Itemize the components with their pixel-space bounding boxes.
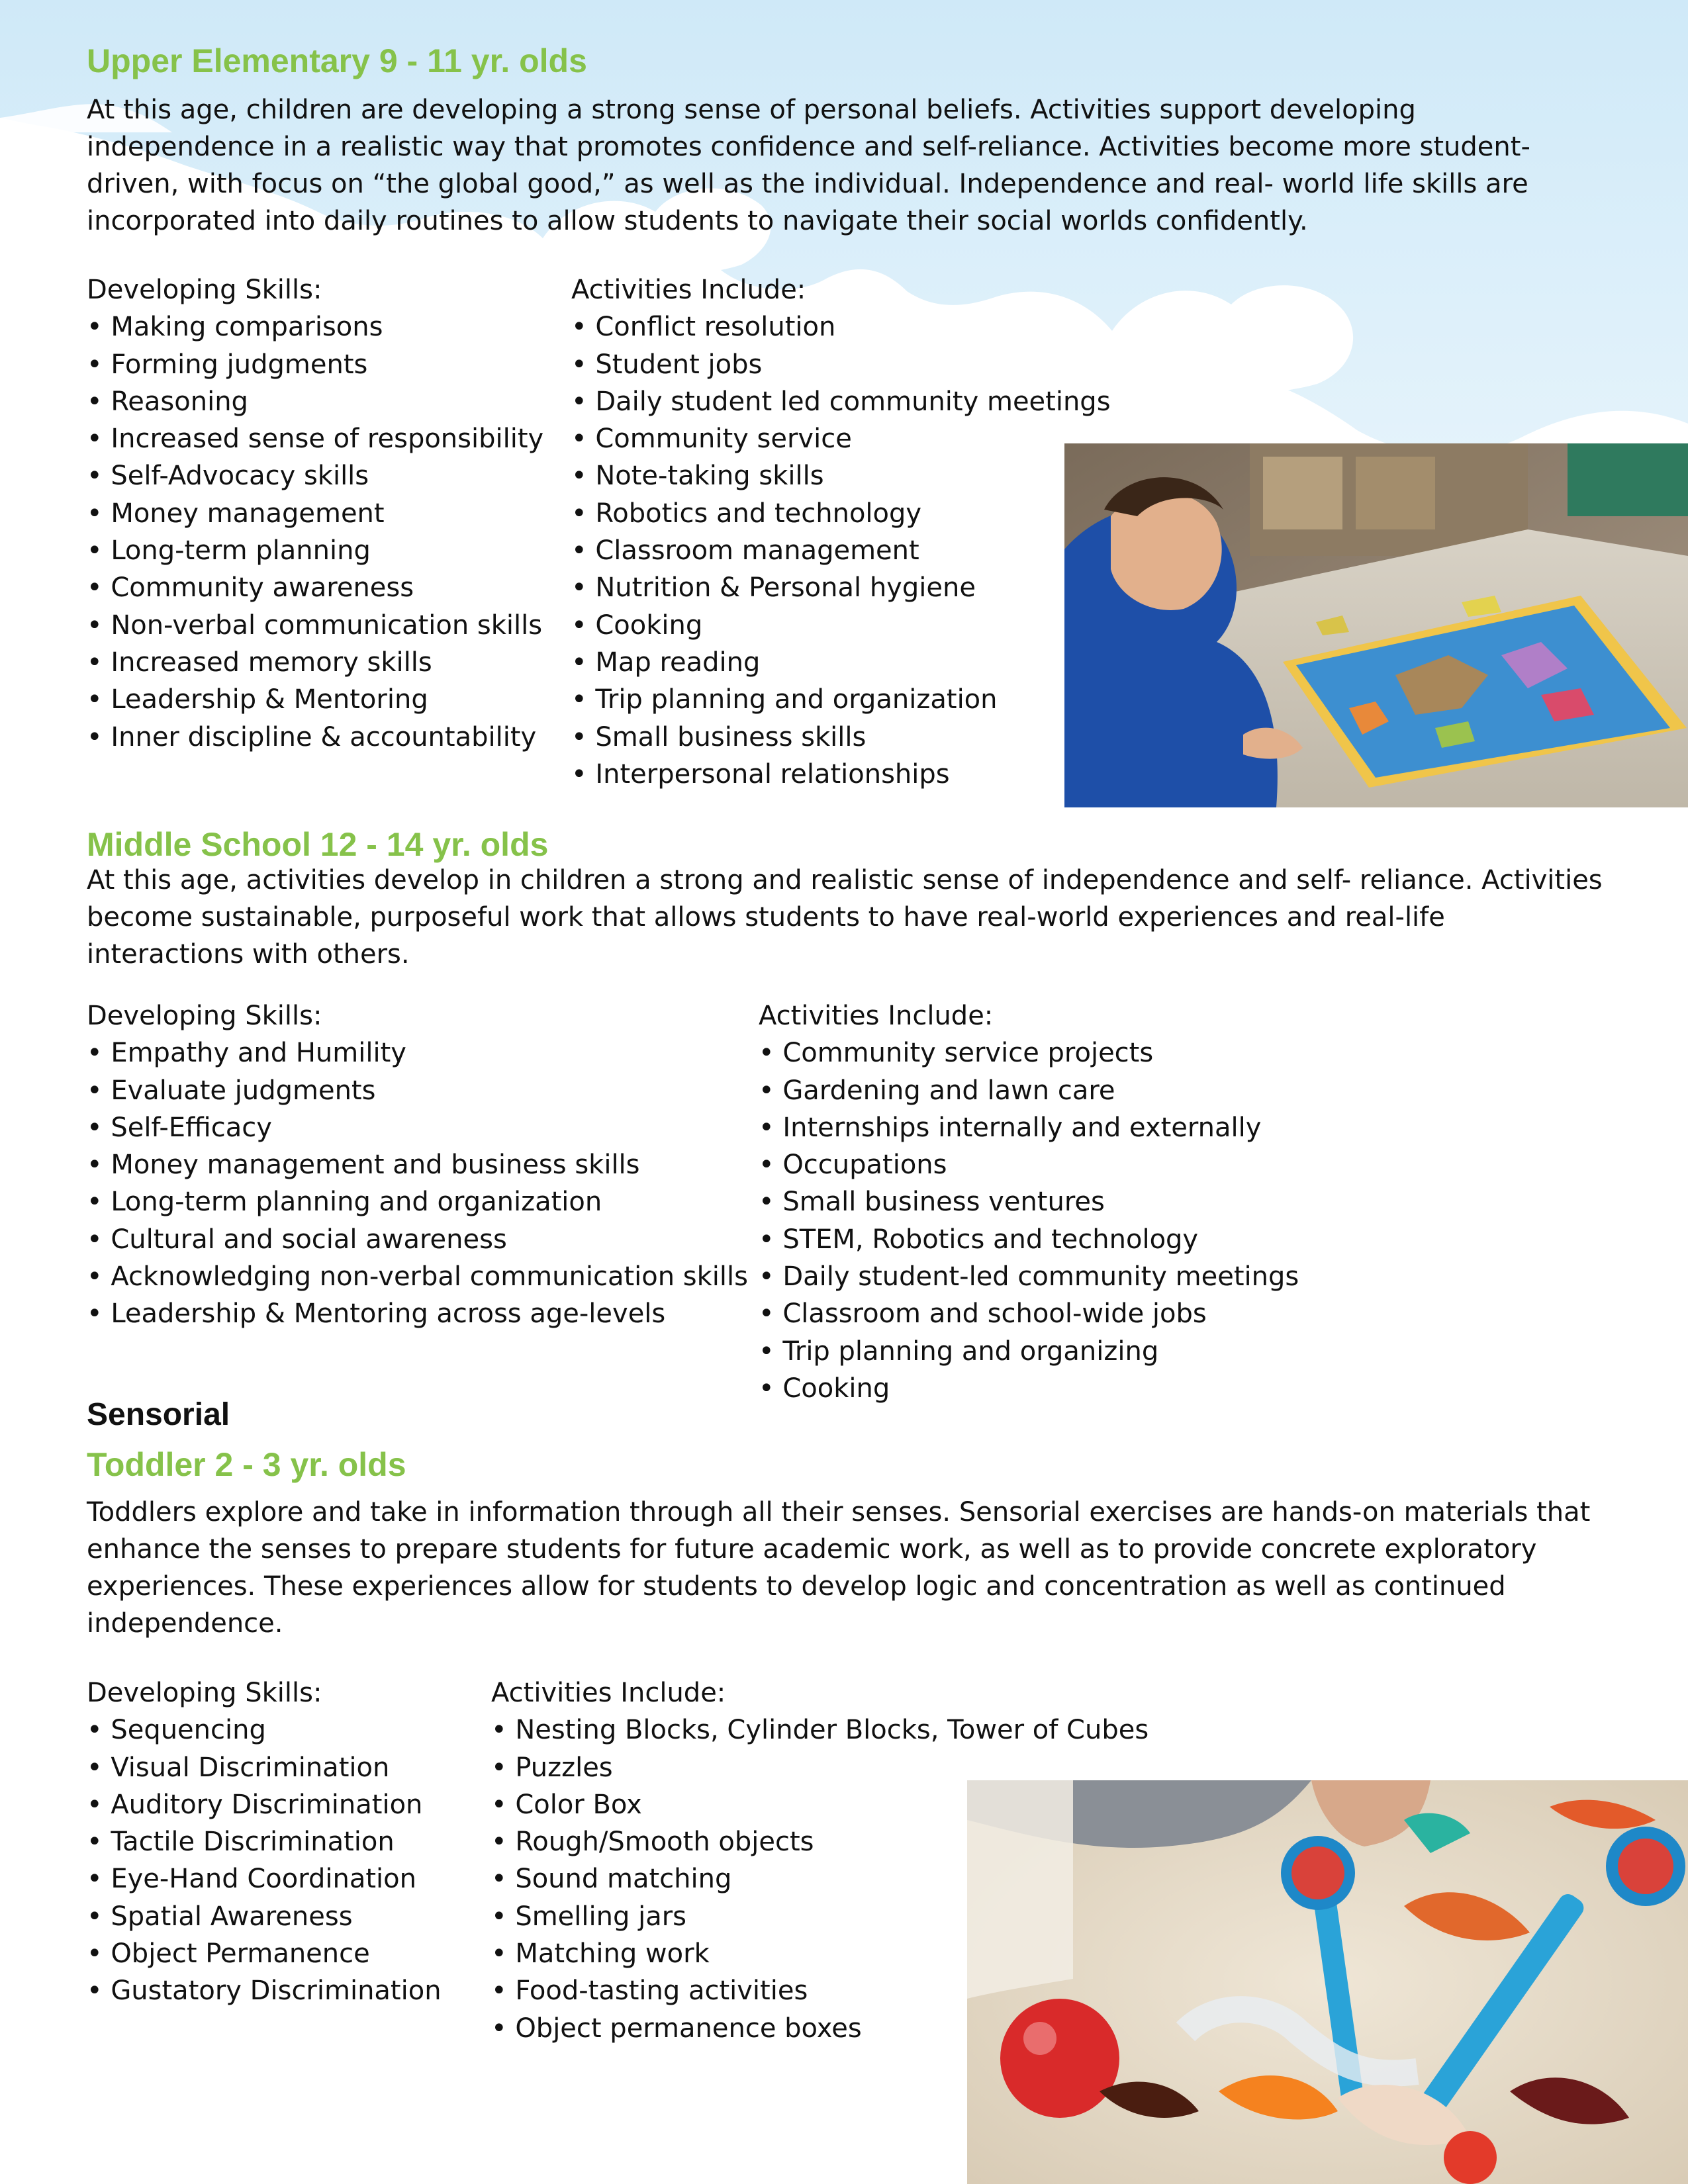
paragraph-line: independence in a realistic way that promotes confidence and self-reliance. Activities become more student-	[87, 132, 1530, 162]
list-item: • Reasoning	[87, 383, 563, 420]
photo-map-puzzle	[1064, 443, 1688, 807]
list-item: • Internships internally and externally	[759, 1109, 1421, 1146]
list-item: • Classroom and school-wide jobs	[759, 1295, 1421, 1332]
list-item: • Cultural and social awareness	[87, 1221, 749, 1258]
list-item: • Community service projects	[759, 1034, 1421, 1071]
list-item: • Matching work	[491, 1935, 1219, 1972]
middle-school-paragraph	[87, 862, 1649, 973]
list-item: • Occupations	[759, 1146, 1421, 1183]
list-item: • Color Box	[491, 1786, 1219, 1823]
list-item: • Auditory Discrimination	[87, 1786, 484, 1823]
list-item: • Food-tasting activities	[491, 1972, 1219, 2009]
list-item: • Daily student led community meetings	[571, 383, 1114, 420]
list-item: • Tactile Discrimination	[87, 1823, 484, 1860]
activities-label: Activities Include:	[759, 1001, 994, 1031]
list-item: • Increased sense of responsibility	[87, 420, 563, 457]
paragraph-line: incorporated into daily routines to allow students to navigate their social worlds confidently.	[87, 206, 1308, 236]
paragraph-line: enhance the senses to prepare students for future academic work, as well as to provide concrete exploratory	[87, 1534, 1537, 1565]
list-item: • Nutrition & Personal hygiene	[571, 569, 1114, 606]
activities-label: Activities Include:	[491, 1678, 726, 1708]
skills-label: Developing Skills:	[87, 275, 322, 305]
upper-elementary-heading: Upper Elementary 9 - 11 yr. olds	[87, 42, 587, 79]
list-item: • Acknowledging non-verbal communication skills	[87, 1258, 749, 1295]
paragraph-line: experiences. These experiences allow for students to develop logic and concentration as well as continued	[87, 1571, 1506, 1602]
list-item: • Sequencing	[87, 1711, 484, 1749]
skills-label: Developing Skills:	[87, 1678, 322, 1708]
list-item: • Eye-Hand Coordination	[87, 1860, 484, 1897]
list-item: • Making comparisons	[87, 308, 563, 345]
list-item: • Empathy and Humility	[87, 1034, 749, 1071]
toddler-skills	[87, 1674, 484, 2010]
list-item: • Small business ventures	[759, 1183, 1421, 1220]
paragraph-line: Toddlers explore and take in information through all their senses. Sensorial exercises are hands-on materials that	[87, 1497, 1591, 1527]
list-item: • Conflict resolution	[571, 308, 1114, 345]
list-item: • Smelling jars	[491, 1898, 1219, 1935]
list-item: • Non-verbal communication skills	[87, 607, 563, 644]
list-item: • Inner discipline & accountability	[87, 719, 563, 756]
paragraph-line: At this age, children are developing a strong sense of personal beliefs. Activities support developing	[87, 95, 1416, 125]
middle-school-skills	[87, 997, 749, 1333]
paragraph-line: become sustainable, purposeful work that allows students to have real-world experiences and real-life	[87, 902, 1445, 933]
list-item: • Rough/Smooth objects	[491, 1823, 1219, 1860]
list-item: • Trip planning and organizing	[759, 1333, 1421, 1370]
toddler-heading: Toddler 2 - 3 yr. olds	[87, 1446, 406, 1483]
paragraph-line: interactions with others.	[87, 939, 410, 970]
list-item: • Self-Efficacy	[87, 1109, 749, 1146]
list-item: • Object Permanence	[87, 1935, 484, 1972]
toddler-paragraph	[87, 1494, 1649, 1642]
paragraph-line: independence.	[87, 1608, 283, 1639]
list-item: • Long-term planning and organization	[87, 1183, 749, 1220]
list-item: • Evaluate judgments	[87, 1072, 749, 1109]
list-item: • Community awareness	[87, 569, 563, 606]
paragraph-line: driven, with focus on “the global good,” as well as the individual. Independence and real- world life skills are	[87, 169, 1528, 199]
paragraph-line: At this age, activities develop in children a strong and realistic sense of independence and self- reliance. Activities	[87, 865, 1603, 895]
upper-elementary-skills	[87, 271, 563, 756]
list-item: • Small business skills	[571, 719, 1114, 756]
list-item: • Nesting Blocks, Cylinder Blocks, Tower of Cubes	[491, 1711, 1219, 1749]
list-item: • Daily student-led community meetings	[759, 1258, 1421, 1295]
list-item: • Gustatory Discrimination	[87, 1972, 484, 2009]
list-item: • Community service	[571, 420, 1114, 457]
list-item: • Money management and business skills	[87, 1146, 749, 1183]
middle-school-heading: Middle School 12 - 14 yr. olds	[87, 826, 549, 863]
list-item: • Student jobs	[571, 346, 1114, 383]
upper-elementary-activities	[571, 271, 1114, 793]
list-item: • Map reading	[571, 644, 1114, 681]
list-item: • Note-taking skills	[571, 457, 1114, 494]
list-item: • Interpersonal relationships	[571, 756, 1114, 793]
list-item: • Spatial Awareness	[87, 1898, 484, 1935]
list-item: • Object permanence boxes	[491, 2010, 1219, 2047]
list-item: • Long-term planning	[87, 532, 563, 569]
list-item: • STEM, Robotics and technology	[759, 1221, 1421, 1258]
list-item: • Leadership & Mentoring	[87, 681, 563, 718]
list-item: • Leadership & Mentoring across age-levels	[87, 1295, 749, 1332]
list-item: • Self-Advocacy skills	[87, 457, 563, 494]
list-item: • Gardening and lawn care	[759, 1072, 1421, 1109]
list-item: • Cooking	[759, 1370, 1421, 1407]
list-item: • Increased memory skills	[87, 644, 563, 681]
photo-sensory-bin	[967, 1780, 1688, 2184]
list-item: • Visual Discrimination	[87, 1749, 484, 1786]
list-item: • Cooking	[571, 607, 1114, 644]
upper-elementary-paragraph	[87, 91, 1609, 240]
list-item: • Classroom management	[571, 532, 1114, 569]
skills-label: Developing Skills:	[87, 1001, 322, 1031]
activities-label: Activities Include:	[571, 275, 806, 305]
list-item: • Robotics and technology	[571, 495, 1114, 532]
list-item: • Sound matching	[491, 1860, 1219, 1897]
sensorial-title: Sensorial	[87, 1397, 230, 1432]
list-item: • Money management	[87, 495, 563, 532]
middle-school-activities	[759, 997, 1421, 1407]
list-item: • Puzzles	[491, 1749, 1219, 1786]
list-item: • Trip planning and organization	[571, 681, 1114, 718]
list-item: • Forming judgments	[87, 346, 563, 383]
